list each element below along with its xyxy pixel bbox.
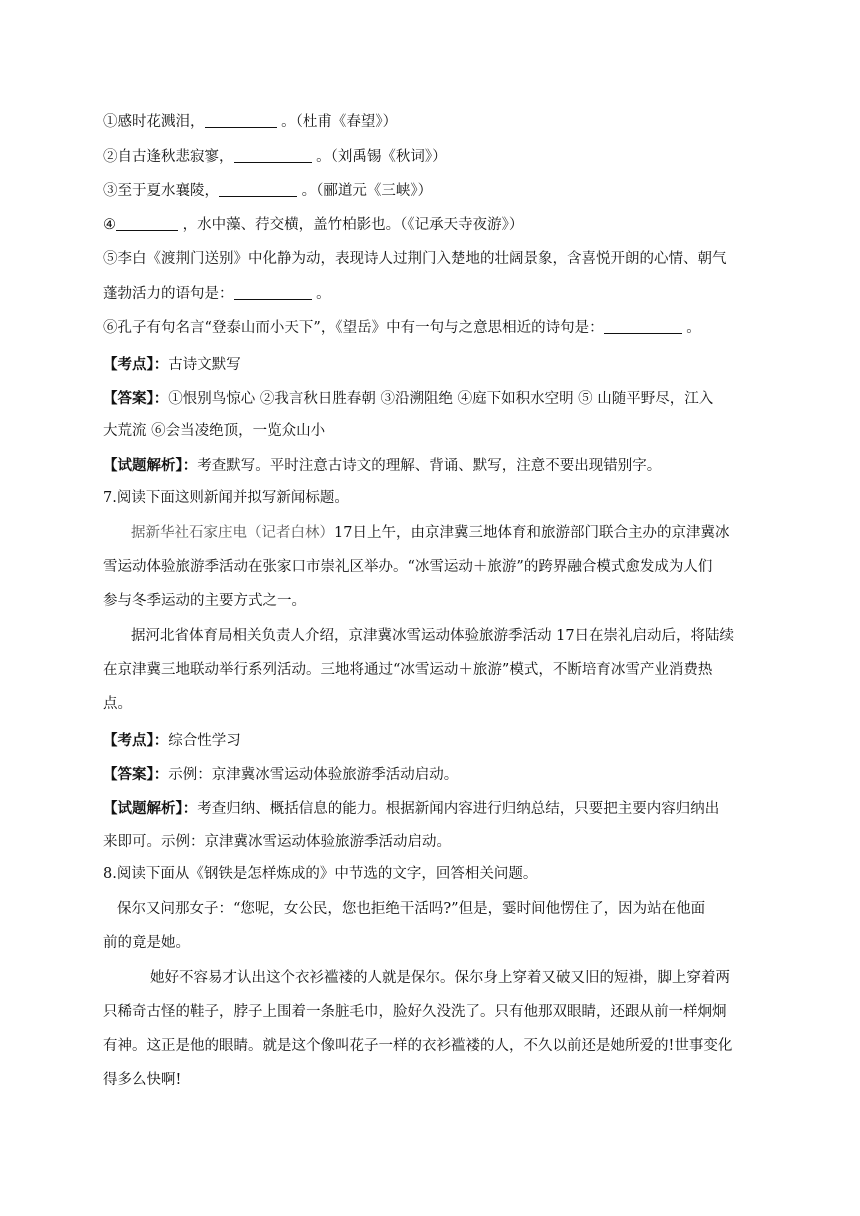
q7-paragraph-2-line-3: 点。: [103, 696, 132, 712]
q6-line: ⑥孔子有句名言“登泰山而小天下”，《望岳》中有一句与之意思相近的诗句是： 。: [103, 320, 701, 336]
q8-paragraph-2-line-2: 只稀奇古怪的鞋子，脖子上围着一条脏毛巾，脸好久没洗了。只有他那双眼睛，还跟从前一样炯炯: [103, 1004, 727, 1020]
q8-paragraph-1-line-2: 前的竟是她。: [103, 935, 190, 951]
q7-analysis-line-1: 【试题解析】：考查归纳、概括信息的能力。根据新闻内容进行归纳总结，只要把主要内容归纳出: [103, 800, 720, 817]
q7-kaodian: 【考点】：综合性学习: [103, 732, 241, 749]
answer-blank: [234, 285, 312, 300]
answer-blank: [116, 216, 178, 231]
q6-kaodian: 【考点】：古诗文默写: [103, 356, 241, 373]
poem-line-2: ②自古逢秋悲寂寥， 。（刘禹锡《秋词》）: [103, 149, 447, 165]
q6-answer-line-1: 【答案】：①恨别鸟惊心 ②我言秋日胜春朝 ③沿溯阻绝 ④庭下如积水空明 ⑤ 山随平野尽，江入: [103, 390, 714, 407]
poem-line-1: ①感时花溅泪， 。（杜甫《春望》）: [103, 114, 398, 130]
q7-title: 7.阅读下面这则新闻并拟写新闻标题。: [103, 490, 349, 506]
q7-analysis-line-2: 来即可。示例：京津冀冰雪运动体验旅游季活动启动。: [103, 834, 451, 850]
q7-answer: 【答案】：示例：京津冀冰雪运动体验旅游季活动启动。: [103, 766, 459, 783]
q8-paragraph-1-line-1: 保尔又问那女子：“您呢，女公民，您也拒绝干活吗?”但是，霎时间他愣住了，因为站在他面: [117, 901, 706, 917]
q7-paragraph-1-line-2: 雪运动体验旅游季活动在张家口市崇礼区举办。“冰雪运动＋旅游”的跨界融合模式愈发成为人们: [103, 559, 713, 575]
q8-paragraph-2-line-1: 她好不容易才认出这个衣衫褴褛的人就是保尔。保尔身上穿着又破又旧的短褂，脚上穿着两: [150, 970, 730, 986]
poem-line-3: ③至于夏水襄陵， 。（郦道元《三峡》）: [103, 183, 433, 199]
answer-blank: [219, 182, 297, 197]
q8-paragraph-2-line-3: 有神。这正是他的眼睛。就是这个像叫花子一样的衣衫褴褛的人，不久以前还是她所爱的!世事变化: [103, 1038, 733, 1054]
q5-line-2: 蓬勃活力的语句是： 。: [103, 286, 331, 302]
q7-paragraph-1-line-3: 参与冬季运动的主要方式之一。: [103, 593, 306, 609]
answer-blank: [604, 319, 682, 334]
q8-title: 8.阅读下面从《钢铁是怎样炼成的》中节选的文字，回答相关问题。: [103, 866, 538, 882]
q7-paragraph-2-line-2: 在京津冀三地联动举行系列活动。三地将通过“冰雪运动＋旅游”模式，不断培育冰雪产业消费热: [103, 662, 713, 678]
q8-paragraph-2-line-4: 得多么快啊!: [103, 1072, 182, 1088]
poem-line-4: ④ ，水中藻、荇交横，盖竹柏影也。（《记承天寺夜游》）: [103, 217, 524, 233]
answer-blank: [205, 113, 277, 128]
q7-paragraph-1-line-1: 据新华社石家庄电（记者白林）17日上午，由京津冀三地体育和旅游部门联合主办的京津冀冰: [131, 525, 730, 541]
answer-blank: [234, 148, 312, 163]
q5-line-1: ⑤李白《渡荆门送别》中化静为动，表现诗人过荆门入楚地的壮阔景象，含喜悦开朗的心情、朝气: [103, 251, 727, 267]
q6-answer-line-2: 大荒流 ⑥会当凌绝顶，一览众山小: [103, 423, 326, 439]
q7-paragraph-2-line-1: 据河北省体育局相关负责人介绍，京津冀冰雪运动体验旅游季活动 17日在崇礼启动后，将陆续: [131, 628, 735, 644]
q6-analysis: 【试题解析】：考查默写。平时注意古诗文的理解、背诵、默写，注意不要出现错别字。: [103, 457, 662, 474]
